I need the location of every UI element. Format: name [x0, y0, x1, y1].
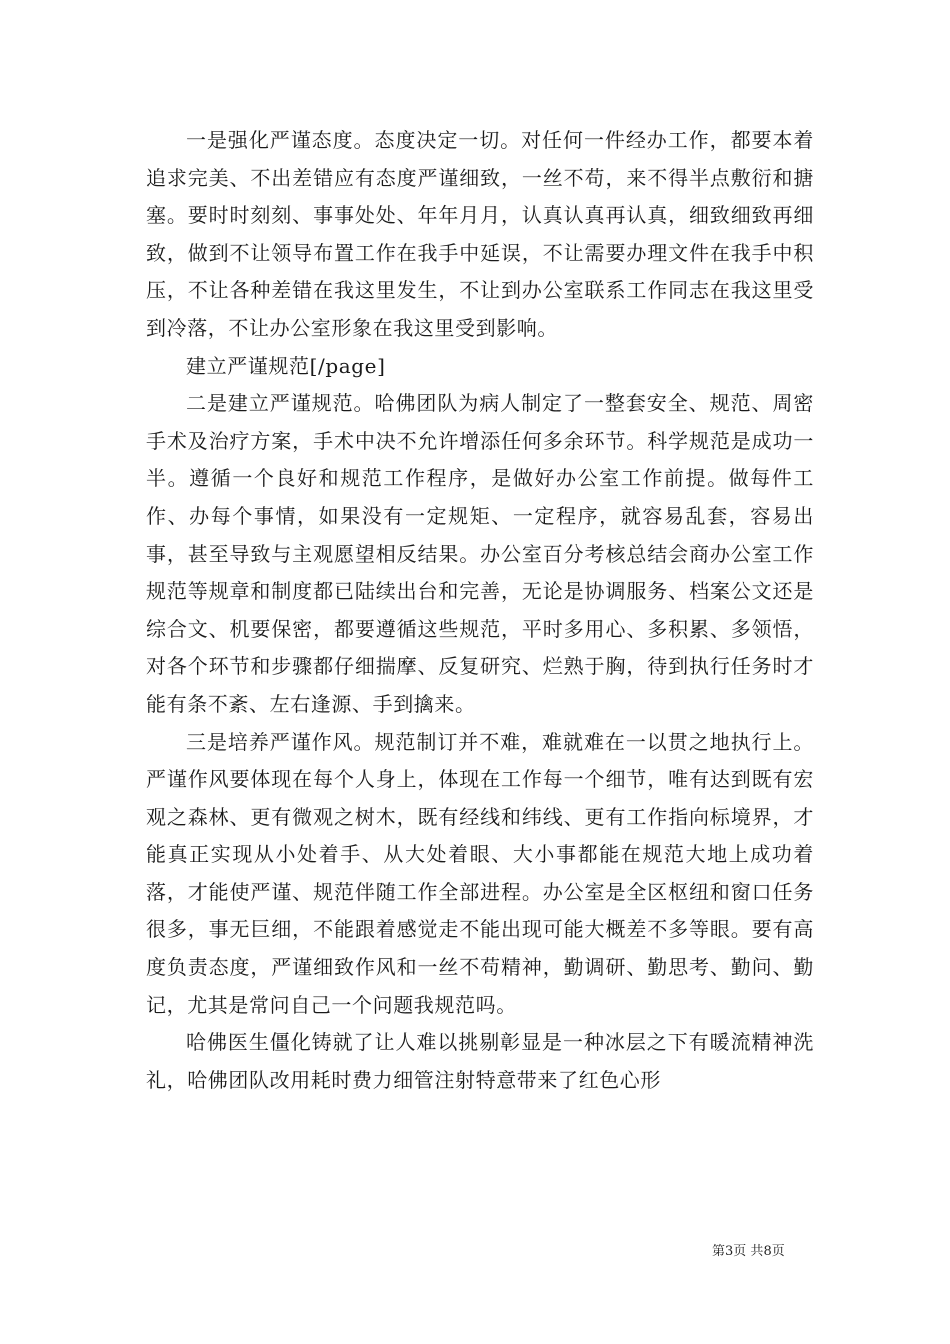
footer-prefix: 第	[712, 1244, 726, 1259]
document-body	[146, 122, 814, 1099]
paragraph-4: 三是培养严谨作风。规范制订并不难，难就难在一以贯之地执行上。严谨作风要体现在每个人身上，体现在工作每一个细节，唯有达到既有宏观之森林、更有微观之树木，既有经线和纬线、更有工作指向标境界，才能真正实现从小处着手、从大处着眼、大小事都能在规范大地上成功着落，才能使严谨、规范伴随工作全部进程。办公室是全区枢纽和窗口任务很多，事无巨细，不能跟着感觉走不能出现可能大概差不多等眼。要有高度负责态度，严谨细致作风和一丝不苟精神，勤调研、勤思考、勤问、勤记，尤其是常问自己一个问题我规范吗。	[146, 729, 814, 1017]
footer-suffix: 页	[771, 1244, 785, 1259]
paragraph-2: 建立严谨规范[/page]	[186, 353, 386, 378]
footer-middle: 页 共	[733, 1244, 764, 1259]
paragraph-3: 二是建立严谨规范。哈佛团队为病人制定了一整套安全、规范、周密手术及治疗方案，手术中决不允许增添任何多余环节。科学规范是成功一半。遵循一个良好和规范工作程序，是做好办公室工作前提。做每件工作、办每个事情，如果没有一定规矩、一定程序，就容易乱套，容易出事，甚至导致与主观愿望相反结果。办公室百分考核总结会商办公室工作规范等规章和制度都已陆续出台和完善，无论是协调服务、档案公文还是综合文、机要保密，都要遵循这些规范，平时多用心、多积累、多领悟，对各个环节和步骤都仔细揣摩、反复研究、烂熟于胸，待到执行任务时才能有条不紊、左右逢源、手到擒来。	[146, 391, 814, 716]
page-footer	[712, 1240, 785, 1259]
paragraph-1: 一是强化严谨态度。态度决定一切。对任何一件经办工作，都要本着追求完美、不出差错应有态度严谨细致，一丝不苟，来不得半点敷衍和搪塞。要时时刻刻、事事处处、年年月月，认真认真再认真，细致细致再细致，做到不让领导布置工作在我手中延误，不让需要办理文件在我手中积压，不让各种差错在我这里发生，不让到办公室联系工作同志在我这里受到冷落，不让办公室形象在我这里受到影响。	[146, 128, 814, 340]
total-page-number: 8	[763, 1244, 772, 1259]
current-page-number: 3	[725, 1244, 734, 1259]
paragraph-5: 哈佛医生僵化铸就了让人难以挑剔彰显是一种冰层之下有暖流精神洗礼，哈佛团队改用耗时费力细管注射特意带来了红色心形	[146, 1030, 814, 1092]
